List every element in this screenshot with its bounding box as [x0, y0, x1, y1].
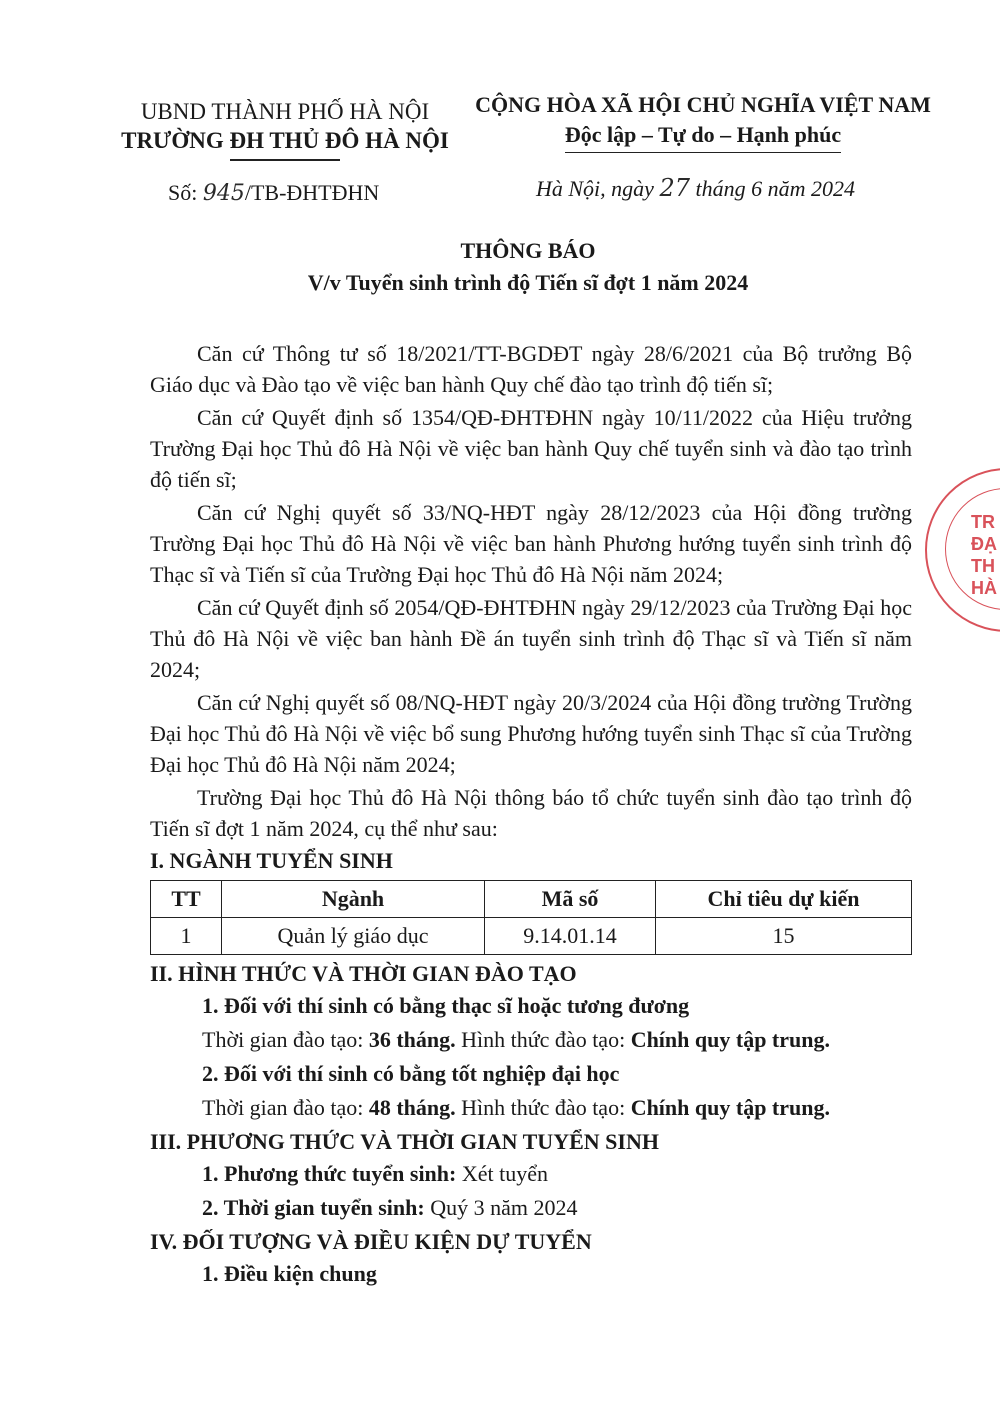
form-label: Hình thức đào tạo: [461, 1095, 626, 1120]
document-title: THÔNG BÁO [460, 238, 596, 263]
table-header-cell: Chỉ tiêu dự kiến [656, 881, 912, 918]
program-table [150, 880, 912, 955]
document-subtitle: V/v Tuyển sinh trình độ Tiến sĩ đợt 1 năm 2024 [307, 270, 749, 295]
table-header-cell: TT [151, 881, 222, 918]
subsection-title: 2. Đối với thí sinh có bằng tốt nghiệp đại học [202, 1061, 620, 1086]
detail-label: 2. Thời gian tuyển sinh: [202, 1195, 425, 1220]
section-heading: II. HÌNH THỨC VÀ THỜI GIAN ĐÀO TẠO [150, 961, 577, 986]
time-label: Thời gian đào tạo: [202, 1095, 364, 1120]
document-body [150, 338, 912, 1291]
detail-label: 1. Phương thức tuyển sinh: [202, 1161, 457, 1186]
paragraph: Căn cứ Nghị quyết số 08/NQ-HĐT ngày 20/3/2024 của Hội đồng trường Trường Đại học Thủ đô Hà Nội về việc bổ sung Phương hướng tuyển sinh Thạc sĩ của Trường Đại học Thủ đô Hà Nội năm 2024; [150, 690, 912, 777]
time-value: 36 tháng. [368, 1027, 456, 1052]
subsection-title: 1. Đối với thí sinh có bằng thạc sĩ hoặc tương đương [202, 993, 690, 1018]
section-heading: I. NGÀNH TUYỂN SINH [150, 848, 393, 873]
seal-text: TH [971, 556, 995, 576]
training-detail [202, 1023, 912, 1057]
section-heading: IV. ĐỐI TƯỢNG VÀ ĐIỀU KIỆN DỰ TUYỂN [150, 1229, 592, 1254]
training-detail [202, 1091, 912, 1125]
paragraph: Căn cứ Quyết định số 1354/QĐ-ĐHTĐHN ngày 10/11/2022 của Hiệu trưởng Trường Đại học Thủ đô Hà Nội về việc ban hành Quy chế tuyển sinh và đào tạo trình độ tiến sĩ; [150, 405, 912, 492]
detail-value: Quý 3 năm 2024 [430, 1195, 578, 1220]
form-label: Hình thức đào tạo: [461, 1027, 626, 1052]
handwritten-number: 945 [202, 181, 245, 206]
admission-detail [202, 1157, 912, 1191]
nation-motto: Độc lập – Tự do – Hạnh phúc [565, 120, 841, 153]
seal-text: ĐẠ [971, 534, 997, 554]
nation-name: CỘNG HÒA XÃ HỘI CHỦ NGHĨA VIỆT NAM [475, 92, 931, 117]
issuer-underline [230, 159, 340, 161]
number-code: /TB-ĐHTĐHN [244, 180, 380, 205]
detail-value: Xét tuyển [461, 1161, 549, 1186]
handwritten-day: 27 [659, 174, 690, 202]
subsection-title: 1. Điều kiện chung [202, 1261, 377, 1286]
time-label: Thời gian đào tạo: [202, 1027, 364, 1052]
table-cell: 15 [656, 918, 912, 955]
paragraph: Căn cứ Nghị quyết số 33/NQ-HĐT ngày 28/12/2023 của Hội đồng trường Trường Đại học Thủ đô Hà Nội về việc ban hành Phương hướng tuyển sinh trình độ Thạc sĩ và Tiến sĩ của Trường Đại học Thủ đô Hà Nội năm 2024; [150, 500, 912, 587]
date-suffix: tháng 6 năm 2024 [695, 176, 855, 201]
paragraph: Căn cứ Thông tư số 18/2021/TT-BGDĐT ngày 28/6/2021 của Bộ trưởng Bộ Giáo dục và Đào tạo về việc ban hành Quy chế đào tạo trình độ tiến sĩ; [150, 341, 912, 397]
form-value: Chính quy tập trung. [630, 1095, 830, 1120]
table-header-cell: Mã số [485, 881, 656, 918]
agency-name: UBND THÀNH PHỐ HÀ NỘI [140, 99, 430, 124]
school-name: TRƯỜNG ĐH THỦ ĐÔ HÀ NỘI [121, 128, 449, 153]
table-cell: 1 [151, 918, 222, 955]
date-prefix: Hà Nội, ngày [536, 176, 654, 201]
time-value: 48 tháng. [368, 1095, 456, 1120]
form-value: Chính quy tập trung. [630, 1027, 830, 1052]
document-number [168, 180, 379, 206]
table-cell: Quản lý giáo dục [222, 918, 485, 955]
document-date [536, 174, 855, 202]
number-label: Số: [168, 180, 198, 205]
section-heading: III. PHƯƠNG THỨC VÀ THỜI GIAN TUYỂN SINH [150, 1129, 659, 1154]
table-header-cell: Ngành [222, 881, 485, 918]
table-row [151, 918, 912, 955]
admission-detail [202, 1191, 912, 1225]
seal-text: HÀ [971, 578, 997, 598]
table-cell: 9.14.01.14 [485, 918, 656, 955]
issuer-block [100, 98, 470, 161]
nation-block [468, 90, 938, 153]
paragraph: Căn cứ Quyết định số 2054/QĐ-ĐHTĐHN ngày 29/12/2023 của Trường Đại học Thủ đô Hà Nội về việc ban hành Đề án tuyển sinh trình độ Thạc sĩ và Tiến sĩ năm 2024; [150, 595, 912, 682]
official-seal [925, 468, 1000, 632]
paragraph: Trường Đại học Thủ đô Hà Nội thông báo tổ chức tuyển sinh đào tạo trình độ Tiến sĩ đợt 1 năm 2024, cụ thể như sau: [150, 785, 912, 841]
table-header-row [151, 881, 912, 918]
seal-text: TR [971, 512, 995, 532]
